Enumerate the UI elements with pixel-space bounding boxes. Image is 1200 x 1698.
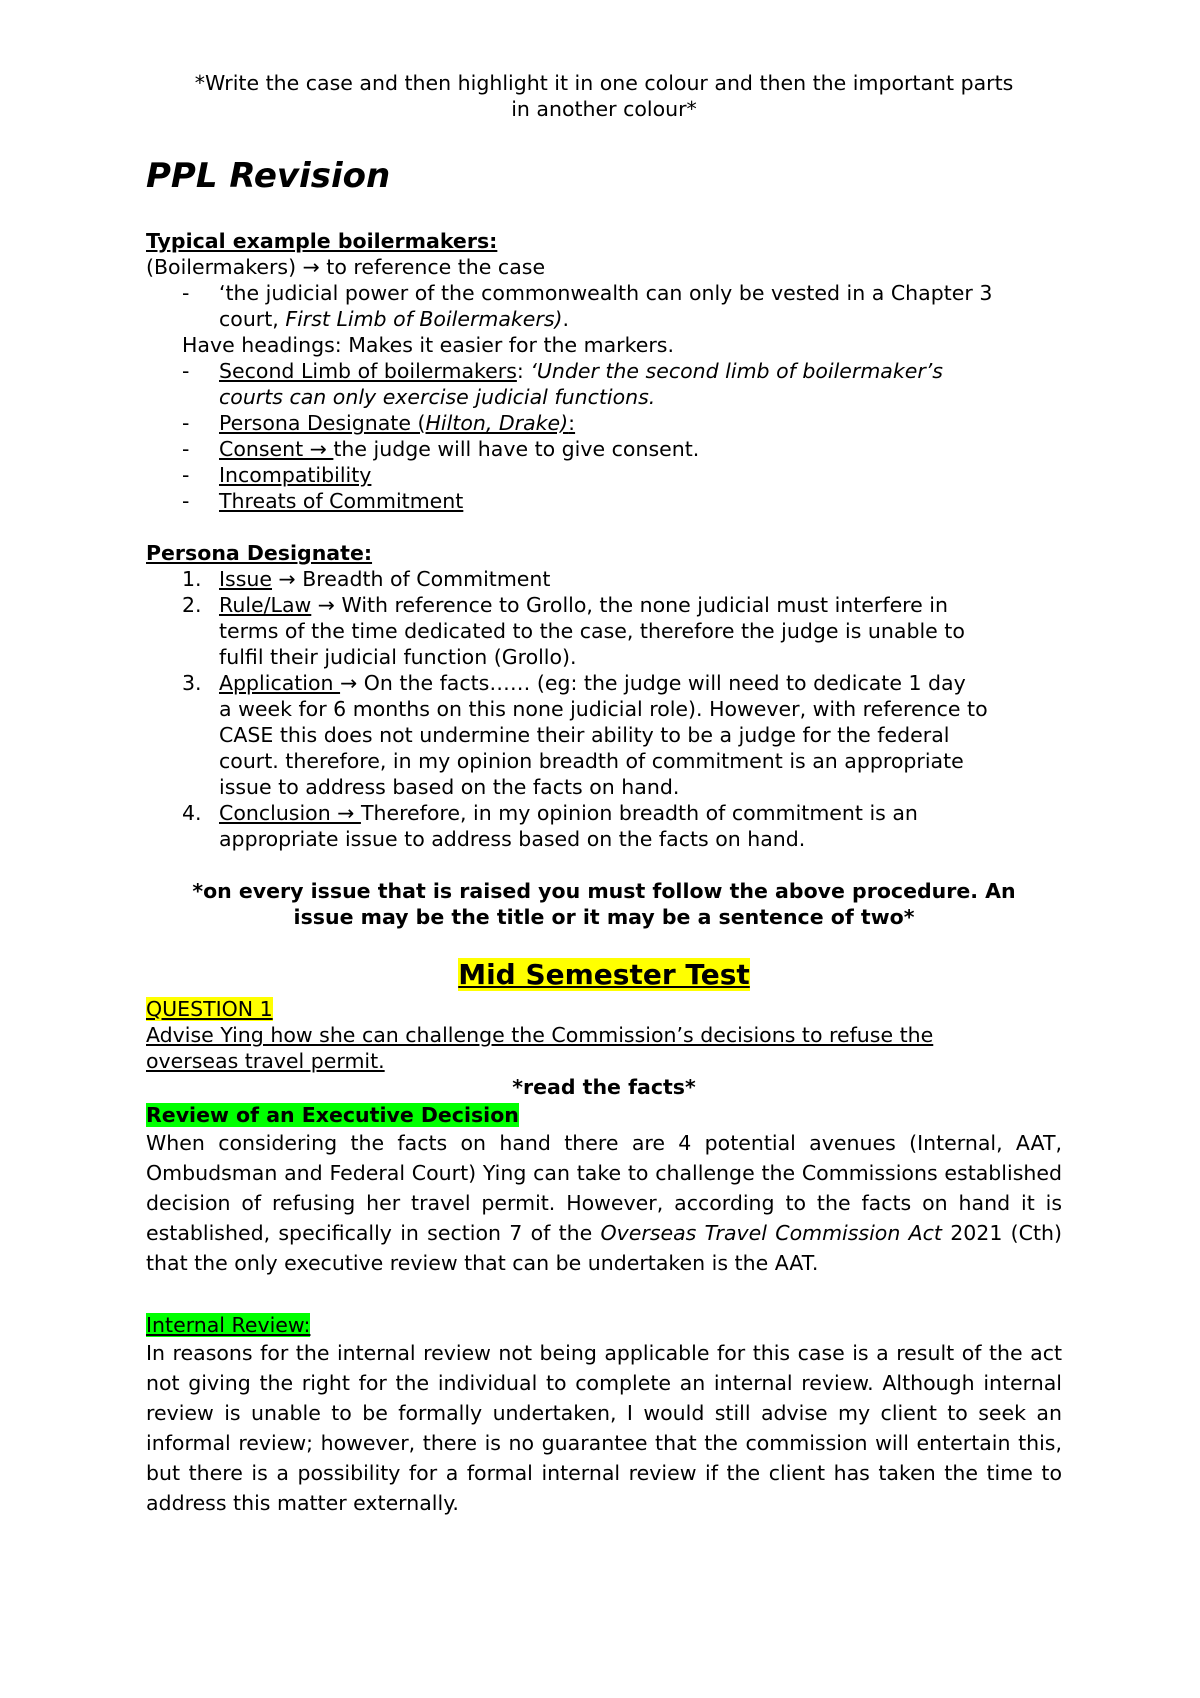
list-item: - Second Limb of boilermakers: ‘Under the second limb of boilermaker’s courts can only exercise judicial functions. bbox=[182, 359, 943, 409]
list-item: - Threats of Commitment bbox=[182, 489, 464, 513]
list-item: - Incompatibility bbox=[182, 463, 372, 487]
boilermakers-limbs-list bbox=[146, 358, 1062, 514]
boilermakers-list bbox=[146, 280, 1062, 332]
persona-steps-list bbox=[146, 566, 1062, 852]
review-heading: Review of an Executive Decision bbox=[146, 1103, 519, 1127]
procedure-note-line1: *on every issue that is raised you must follow the above procedure. An bbox=[192, 879, 1016, 903]
question-prompt-line2: overseas travel permit. bbox=[146, 1049, 385, 1073]
read-facts-note: *read the facts* bbox=[512, 1075, 696, 1099]
list-item: 3. Application → On the facts…… (eg: the judge will need to dedicate 1 day a week for 6 months on this none judicial role). However, with reference to CASE this does not undermine their ability to be a judge for the federal court. therefore, in my opinion breadth of commitment is an appropriate issue to address based on the facts on hand. bbox=[182, 671, 988, 799]
persona-heading: Persona Designate: bbox=[146, 541, 373, 565]
boilermakers-heading: Typical example boilermakers: bbox=[146, 229, 498, 253]
question-label: QUESTION 1 bbox=[146, 997, 273, 1021]
list-item: 4. Conclusion → Therefore, in my opinion breadth of commitment is an appropriate issue to address based on the facts on hand. bbox=[182, 801, 918, 851]
instruction-note-line1: *Write the case and then highlight it in one colour and then the important parts bbox=[194, 71, 1014, 95]
list-item: 1. Issue → Breadth of Commitment bbox=[182, 567, 551, 591]
procedure-note-line2: issue may be the title or it may be a sentence of two* bbox=[293, 905, 915, 929]
list-item: 2. Rule/Law → With reference to Grollo, the none judicial must interfere in terms of the time dedicated to the case, therefore the judge is unable to fulfil their judicial function (Grollo). bbox=[182, 593, 965, 669]
instruction-note-line2: in another colour* bbox=[511, 97, 697, 121]
internal-review-paragraph: In reasons for the internal review not being applicable for this case is a result of the act not giving the right for the individual to complete an internal review. Although internal review is unable to be formally undertaken, I would still advise my client to seek an informal review; however, there is no guarantee that the commission will entertain this, but there is a possibility for a formal internal review if the client has taken the time to address this matter externally. bbox=[146, 1341, 1062, 1515]
question-prompt-line1: Advise Ying how she can challenge the Commission’s decisions to refuse the bbox=[146, 1023, 934, 1047]
page-title: PPL Revision bbox=[146, 156, 391, 196]
headings-note: Have headings: Makes it easier for the markers. bbox=[182, 333, 674, 357]
review-paragraph: When considering the facts on hand there are 4 potential avenues (Internal, AAT, Ombudsman and Federal Court) Ying can take to challenge the Commissions established decision of refusing her travel permit. However, according to the facts on hand it is established, specifically in section 7 of the Overseas Travel Commission Act 2021 (Cth) that the only executive review that can be undertaken is the AAT. bbox=[146, 1131, 1063, 1275]
list-item: - ‘the judicial power of the commonwealth can only be vested in a Chapter 3 court, First Limb of Boilermakers). bbox=[182, 281, 993, 331]
document-content bbox=[146, 70, 1062, 1518]
boilermakers-ref-line: (Boilermakers) → to reference the case bbox=[146, 255, 546, 279]
mid-semester-title: Mid Semester Test bbox=[458, 958, 750, 991]
list-item: - Persona Designate (Hilton, Drake): bbox=[182, 411, 576, 435]
list-item: - Consent → the judge will have to give consent. bbox=[182, 437, 700, 461]
internal-review-heading: Internal Review: bbox=[146, 1313, 311, 1337]
